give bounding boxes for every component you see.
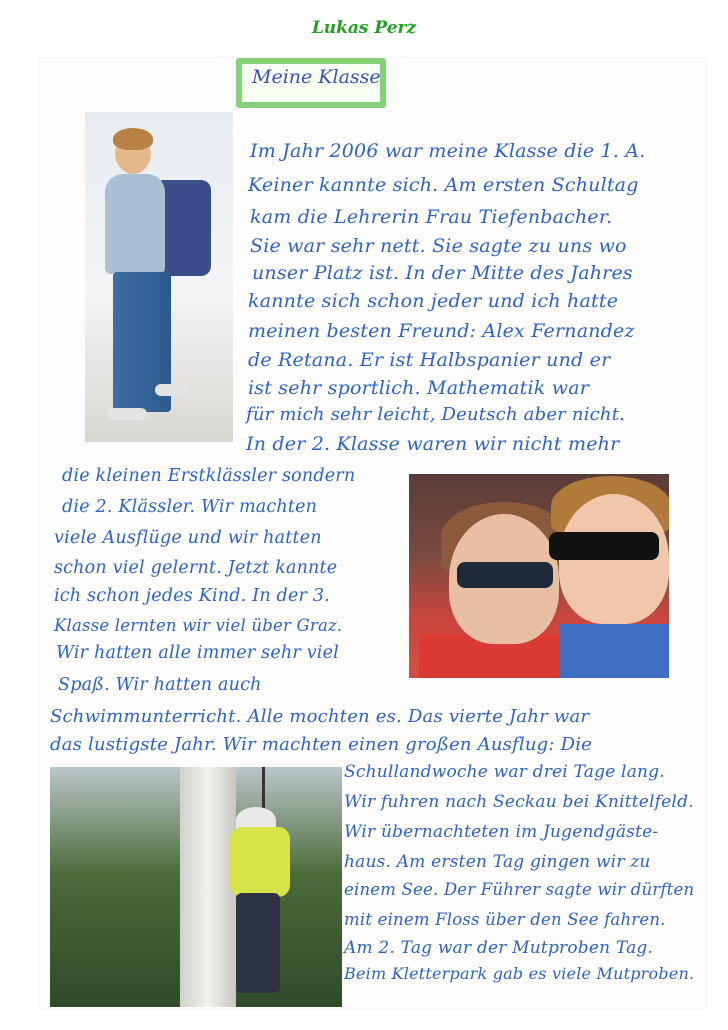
text-line: die kleinen Erstklässler sondern — [62, 466, 356, 486]
text-line: Sie war sehr nett. Sie sagte zu uns wo — [250, 235, 627, 257]
text-line: Schwimmunterricht. Alle mochten es. Das vierte Jahr war — [50, 706, 590, 727]
text-line: mit einem Floss über den See fahren. — [344, 910, 666, 929]
text-line: unser Platz ist. In der Mitte des Jahres — [252, 262, 633, 284]
page-title: Meine Klasse — [252, 66, 381, 88]
text-line: Am 2. Tag war der Mutproben Tag. — [344, 938, 654, 958]
text-line: Schullandwoche war drei Tage lang. — [344, 762, 665, 782]
photo-boy-with-schoolbag — [85, 112, 233, 442]
text-line: Spaß. Wir hatten auch — [58, 675, 262, 695]
text-line: schon viel gelernt. Jetzt kannte — [54, 558, 338, 578]
text-line: Wir fuhren nach Seckau bei Knittelfeld. — [344, 792, 694, 812]
text-line: Beim Kletterpark gab es viele Mutproben. — [344, 964, 695, 983]
text-line: Im Jahr 2006 war meine Klasse die 1. A. — [250, 140, 646, 162]
text-line: de Retana. Er ist Halbspanier und er — [248, 349, 611, 371]
text-line: ist sehr sportlich. Mathematik war — [248, 377, 590, 399]
text-line: haus. Am ersten Tag gingen wir zu — [344, 852, 651, 872]
text-line: die 2. Klässler. Wir machten — [62, 497, 318, 517]
text-line: einem See. Der Führer sagte wir dürften — [344, 880, 695, 899]
text-line: viele Ausflüge und wir hatten — [54, 528, 322, 548]
text-line: kannte sich schon jeder und ich hatte — [248, 290, 619, 312]
author-name: Lukas Perz — [311, 18, 417, 38]
text-line: das lustigste Jahr. Wir machten einen großen Ausflug: Die — [50, 734, 593, 755]
text-line: kam die Lehrerin Frau Tiefenbacher. — [250, 206, 613, 228]
photo-kids-3d-glasses — [409, 474, 669, 678]
text-line: Wir übernachteten im Jugendgäste- — [344, 822, 659, 842]
photo-climbing-park — [50, 767, 342, 1007]
text-line: Wir hatten alle immer sehr viel — [56, 643, 339, 663]
text-line: ich schon jedes Kind. In der 3. — [54, 586, 330, 606]
text-line: Klasse lernten wir viel über Graz. — [54, 616, 343, 635]
text-line: für mich sehr leicht, Deutsch aber nicht. — [246, 404, 626, 425]
text-line: Keiner kannte sich. Am ersten Schultag — [248, 174, 639, 196]
text-line: In der 2. Klasse waren wir nicht mehr — [246, 433, 620, 455]
text-line: meinen besten Freund: Alex Fernandez — [248, 320, 635, 342]
